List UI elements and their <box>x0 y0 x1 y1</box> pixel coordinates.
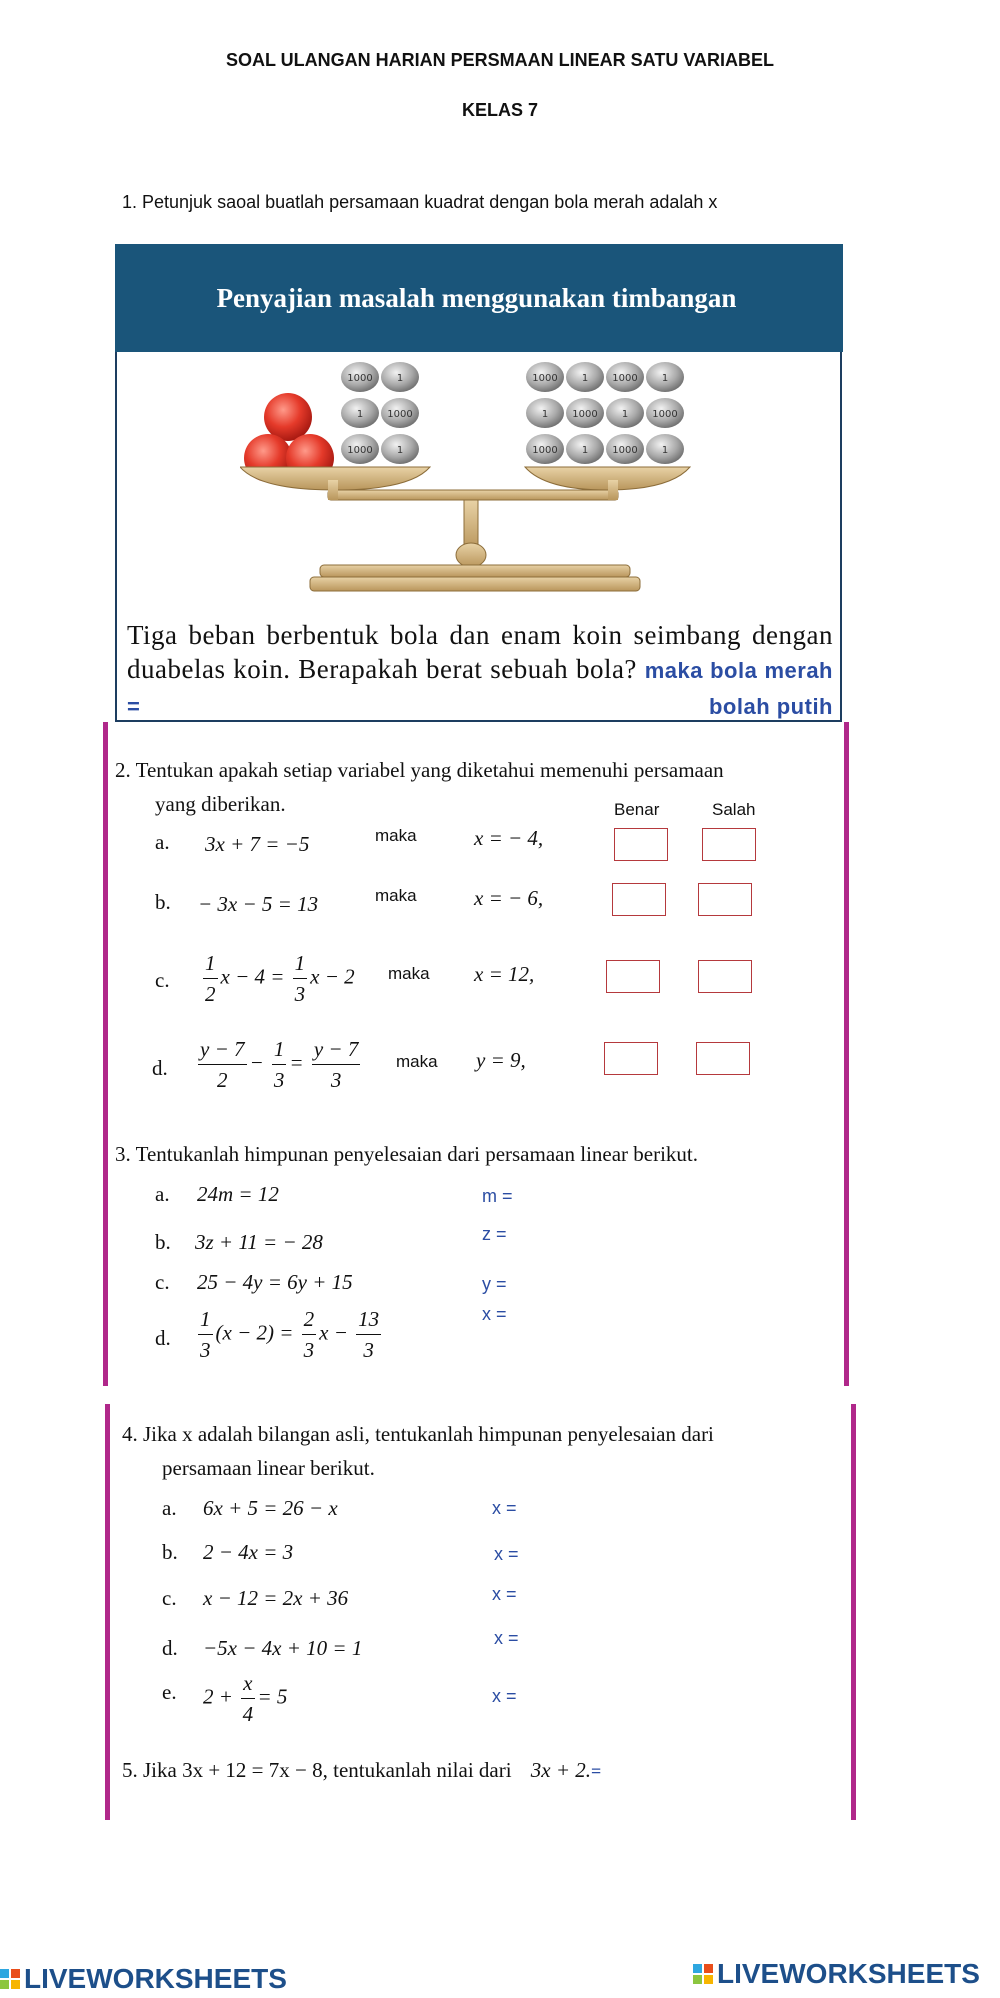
q2b-benar-box[interactable] <box>612 883 666 916</box>
q2c-condition: x = 12, <box>474 962 535 986</box>
q3a-equation: 24m = 12 <box>197 1182 279 1206</box>
q2b-salah-box[interactable] <box>698 883 752 916</box>
q4-prompt: 4. Jika x adalah bilangan asli, tentukanlah himpunan penyelesaian dari <box>122 1422 714 1446</box>
q2d-benar-box[interactable] <box>604 1042 658 1075</box>
q2a-equation: 3x + 7 = −5 <box>205 832 310 856</box>
q5-expression: 3x + 2. <box>530 1758 592 1782</box>
q1-instruction: 1. Petunjuk saoal buatlah persamaan kuadrat dengan bola merah adalah x <box>122 192 718 212</box>
q5-answer[interactable]: = <box>591 1761 602 1781</box>
q3b-answer[interactable]: z = <box>482 1224 507 1244</box>
footer-brand-left: LIVEWORKSHEETS <box>0 1963 287 1995</box>
q4b-equation: 2 − 4x = 3 <box>203 1540 294 1564</box>
q2d-equation: $\frac{y - 7}{2}$ − $\frac{1}{3}$ = $\frac{y - 7}{3}$ <box>195 1034 363 1095</box>
q2a-condition: x = − 4, <box>474 826 544 850</box>
right-pan <box>525 467 690 490</box>
red-ball <box>264 393 312 441</box>
svg-text:1: 1 <box>396 373 404 384</box>
q4b-label: b. <box>162 1540 178 1564</box>
liveworksheets-logo-icon <box>693 1964 713 1984</box>
q2d-condition: y = 9, <box>476 1048 526 1072</box>
svg-text:1: 1 <box>661 373 669 384</box>
q2b-maka: maka <box>375 886 417 905</box>
q4c-answer[interactable]: x = <box>492 1584 517 1604</box>
svg-text:1: 1 <box>661 445 669 456</box>
q5-text: 5. Jika 3x + 12 = 7x − 8, tentukanlah nilai dari 3x + 2.= <box>122 1758 602 1782</box>
q4a-answer[interactable]: x = <box>492 1498 517 1518</box>
svg-text:1: 1 <box>581 373 589 384</box>
page-title: SOAL ULANGAN HARIAN PERSMAAN LINEAR SATU VARIABEL <box>225 50 774 70</box>
balance-scale-illustration <box>240 355 740 605</box>
q4b-answer[interactable]: x = <box>494 1544 519 1564</box>
section-border-left-2 <box>105 1404 110 1820</box>
q3-prompt: 3. Tentukanlah himpunan penyelesaian dari persamaan linear berikut. <box>115 1142 699 1166</box>
svg-text:1000: 1000 <box>612 373 638 384</box>
svg-text:1000: 1000 <box>652 409 678 420</box>
q2c-maka: maka <box>388 964 430 983</box>
svg-text:1: 1 <box>356 409 364 420</box>
svg-text:1000: 1000 <box>532 445 558 456</box>
q1-answer-white[interactable]: bolah putih <box>708 694 833 719</box>
q4d-label: d. <box>162 1636 178 1660</box>
stand-base <box>320 565 630 577</box>
q4d-answer[interactable]: x = <box>494 1628 519 1648</box>
q2c-salah-box[interactable] <box>698 960 752 993</box>
q2b-condition: x = − 6, <box>474 886 544 910</box>
q2b-equation: − 3x − 5 = 13 <box>198 892 319 916</box>
svg-text:1000: 1000 <box>612 445 638 456</box>
section-border-right <box>844 722 849 1386</box>
q2d-label: d. <box>152 1056 168 1080</box>
svg-text:1: 1 <box>396 445 404 456</box>
q4e-equation: 2 + $\frac{x}{4}$ = 5 <box>203 1668 287 1729</box>
class-label: KELAS 7 <box>461 100 539 120</box>
q2c-equation: $\frac{1}{2}$ x − 4 = $\frac{1}{3}$ x − 2 <box>200 948 355 1009</box>
q1-panel-edge <box>838 244 843 352</box>
svg-text:1000: 1000 <box>387 409 413 420</box>
q2d-salah-box[interactable] <box>696 1042 750 1075</box>
svg-text:1: 1 <box>541 409 549 420</box>
footer-brand-right: LIVEWORKSHEETS <box>693 1958 980 1990</box>
q2a-benar-box[interactable] <box>614 828 668 861</box>
q3a-label: a. <box>155 1182 170 1206</box>
q2a-maka: maka <box>375 826 417 845</box>
q4a-label: a. <box>162 1496 177 1520</box>
q3c-equation: 25 − 4y = 6y + 15 <box>197 1270 353 1294</box>
svg-text:1: 1 <box>581 445 589 456</box>
q3c-answer[interactable]: y = <box>482 1274 507 1294</box>
q2a-salah-box[interactable] <box>702 828 756 861</box>
right-coins <box>526 362 684 464</box>
q2-prompt-cont: yang diberikan. <box>155 792 286 816</box>
q3d-equation: $\frac{1}{3}$ (x − 2) = $\frac{2}{3}$ x − $\frac{13}{3}$ <box>195 1304 384 1365</box>
svg-text:1000: 1000 <box>532 373 558 384</box>
q4e-answer[interactable]: x = <box>492 1686 517 1706</box>
q2-prompt: 2. Tentukan apakah setiap variabel yang diketahui memenuhi persamaan <box>115 758 724 782</box>
svg-text:1: 1 <box>621 409 629 420</box>
q4d-equation: −5x − 4x + 10 = 1 <box>203 1636 363 1660</box>
q4c-equation: x − 12 = 2x + 36 <box>203 1586 349 1610</box>
svg-text:1000: 1000 <box>572 409 598 420</box>
q3b-equation: 3z + 11 = − 28 <box>195 1230 323 1254</box>
q2a-label: a. <box>155 830 170 854</box>
section-border-right-2 <box>851 1404 856 1820</box>
q1-panel-title: Penyajian masalah menggunakan timbangan <box>115 244 838 352</box>
q4e-label: e. <box>162 1680 177 1704</box>
col-salah: Salah <box>712 800 756 819</box>
q4-prompt-cont: persamaan linear berikut. <box>162 1456 375 1480</box>
q4c-label: c. <box>162 1586 177 1610</box>
left-coins <box>341 362 419 464</box>
q2b-label: b. <box>155 890 171 914</box>
q3c-label: c. <box>155 1270 170 1294</box>
liveworksheets-logo-icon <box>0 1969 20 1989</box>
q4a-equation: 6x + 5 = 26 − x <box>203 1496 338 1520</box>
section-border-left <box>103 722 108 1386</box>
q2d-maka: maka <box>396 1052 438 1071</box>
q2c-label: c. <box>155 968 170 992</box>
svg-text:1000: 1000 <box>347 373 373 384</box>
q1-answer-red[interactable]: maka bola merah = <box>127 658 833 719</box>
q3d-answer[interactable]: x = <box>482 1304 507 1324</box>
q3b-label: b. <box>155 1230 171 1254</box>
col-benar: Benar <box>614 800 660 819</box>
q2c-benar-box[interactable] <box>606 960 660 993</box>
q3a-answer[interactable]: m = <box>482 1186 513 1206</box>
beam <box>328 490 618 500</box>
q1-story: Tiga beban berbentuk bola dan enam koin seimbang dengan duabelas koin. Berapakah berat sebuah bola? maka bola merah = bolah putih <box>127 618 833 724</box>
q3d-label: d. <box>155 1326 171 1350</box>
svg-text:1000: 1000 <box>347 445 373 456</box>
